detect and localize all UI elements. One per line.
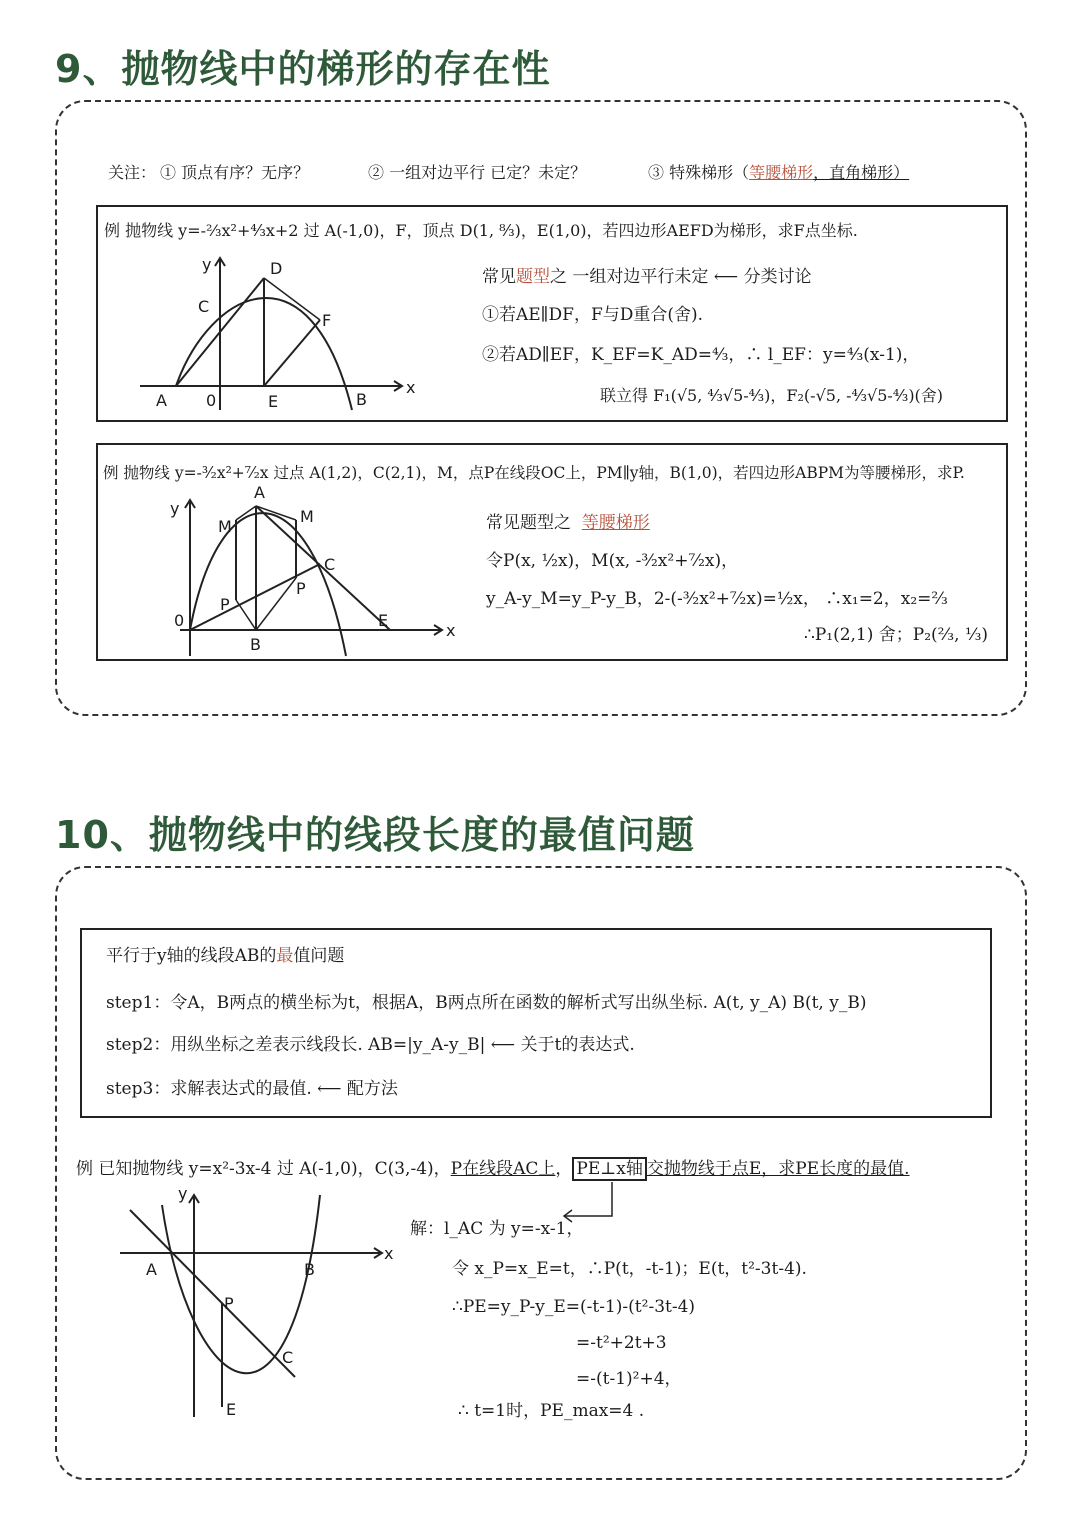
method-title: 平行于y轴的线段AB的最值问题 <box>106 946 345 966</box>
example-1-type: 常见题型之 一组对边平行未定 ⟵ 分类讨论 <box>482 267 812 287</box>
method-step-2: step2：用纵坐标之差表示线段长. AB=|y_A-y_B| ⟵ 关于t的表达式. <box>106 1035 635 1055</box>
example-2-graph <box>160 480 460 660</box>
label-P2: P <box>296 579 306 598</box>
example-1-line-2: ②若AD∥EF，K_EF=K_AD=⁴⁄₃，∴ l_EF：y=⁴⁄₃(x-1)， <box>482 345 920 365</box>
label-x: x <box>446 621 456 640</box>
solution-line-5: =-(t-1)²+4， <box>576 1369 682 1389</box>
solution-line-1: 解：l_AC 为 y=-x-1， <box>410 1219 584 1239</box>
solution-line-6: ∴ t=1时，PE_max=4 . <box>458 1401 645 1421</box>
label-A: A <box>156 391 167 410</box>
focus-item-2: ② 一组对边平行 已定？未定？ <box>368 163 587 182</box>
parabola <box>162 1195 320 1373</box>
label-A: A <box>254 483 265 502</box>
label-C: C <box>198 297 210 316</box>
example-3-problem: 例 已知抛物线 y=x²-3x-4 过 A(-1,0)，C(3,-4)，P在线段AC上， PE⊥x轴 交抛物线于点E，求PE长度的最值. <box>76 1159 910 1179</box>
label-x: x <box>384 1244 394 1263</box>
label-F: F <box>322 311 332 330</box>
example-2-line-3: ∴P₁(2,1) 舍；P₂(⅔, ⅓) <box>804 625 989 645</box>
section-9-title: 9、抛物线中的梯形的存在性 <box>55 47 551 91</box>
method-step-3: step3：求解表达式的最值. ⟵ 配方法 <box>106 1079 398 1099</box>
label-B: B <box>250 635 261 654</box>
solution-line-3: ∴PE=y_P-y_E=(-t-1)-(t²-3t-4) <box>452 1297 696 1317</box>
method-step-1: step1：令A，B两点的横坐标为t，根据A，B两点所在函数的解析式写出纵坐标. A(t, y_A) B(t, y_B) <box>106 993 867 1013</box>
parabola <box>190 513 346 656</box>
example-1-line-3: 联立得 F₁(√5, ⁴⁄₃√5-⁴⁄₃)，F₂(-√5, -⁴⁄₃√5-⁴⁄₃)(舍) <box>600 386 944 405</box>
example-1-problem: 例 抛物线 y=-⅔x²+⁴⁄₃x+2 过 A(-1,0)，F，顶点 D(1, ⁸⁄₃)，E(1,0)，若四边形AEFD为梯形，求F点坐标. <box>104 221 858 240</box>
label-O: 0 <box>206 391 217 410</box>
label-C: C <box>282 1348 294 1367</box>
label-A: A <box>146 1260 157 1279</box>
label-O: 0 <box>174 611 185 630</box>
label-y: y <box>202 255 212 274</box>
example-1-line-1: ①若AE∥DF，F与D重合(舍). <box>482 305 704 325</box>
solution-line-4: =-t²+2t+3 <box>576 1333 667 1353</box>
label-B: B <box>304 1260 315 1279</box>
label-B: B <box>356 390 367 409</box>
line-AE <box>256 506 390 630</box>
label-D: D <box>270 259 283 278</box>
label-M1: M <box>218 517 232 536</box>
label-E: E <box>378 611 389 630</box>
label-y: y <box>178 1184 188 1203</box>
label-y: y <box>170 499 180 518</box>
label-P: P <box>224 1294 234 1313</box>
label-E: E <box>226 1400 237 1419</box>
solution-line-2: 令 x_P=x_E=t，∴P(t，-t-1)；E(t，t²-3t-4). <box>452 1259 807 1279</box>
focus-item-1: ① 顶点有序？无序？ <box>160 163 310 182</box>
example-2-line-1: 令P(x, ½x)，M(x, -³⁄₂x²+⁷⁄₂x)， <box>486 551 739 571</box>
example-2-type: 常见题型之 等腰梯形 <box>486 513 650 533</box>
label-C: C <box>324 555 336 574</box>
focus-item-3: ③ 特殊梯形（等腰梯形，直角梯形） <box>648 163 910 182</box>
section-10-title: 10、抛物线中的线段长度的最值问题 <box>55 813 695 857</box>
label-x: x <box>406 378 416 397</box>
example-3-graph <box>110 1185 410 1425</box>
line-EF <box>264 320 320 386</box>
example-1-graph <box>140 250 430 415</box>
example-2-problem: 例 抛物线 y=-³⁄₂x²+⁷⁄₂x 过点 A(1,2)，C(2,1)，M，点P在线段OC上，PM∥y轴，B(1,0)，若四边形ABPM为等腰梯形，求P. <box>103 464 965 482</box>
focus-label: 关注： <box>108 163 157 182</box>
example-2-line-2: y_A-y_M=y_P-y_B，2-(-³⁄₂x²+⁷⁄₂x)=½x， ∴x₁=2，x₂=⅔ <box>486 589 948 609</box>
label-E: E <box>268 392 279 411</box>
label-M2: M <box>300 507 314 526</box>
label-P1: P <box>220 595 230 614</box>
